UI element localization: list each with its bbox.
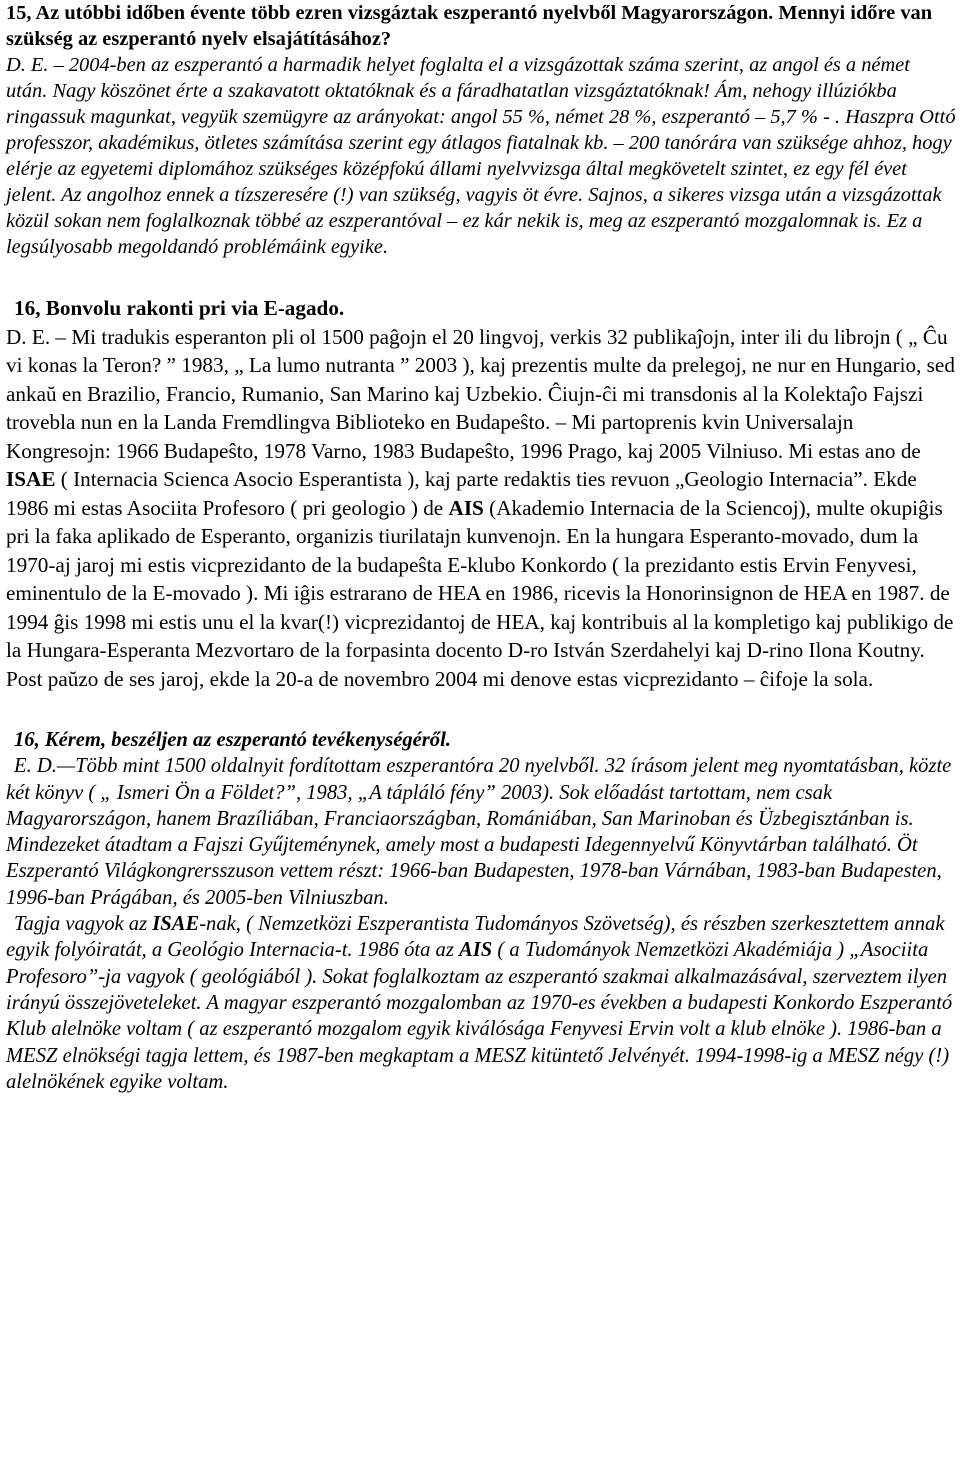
answer-16-hungarian-p2 xyxy=(6,911,956,1095)
spacer xyxy=(6,260,956,294)
ais-abbreviation: AIS xyxy=(448,495,484,520)
ais-abbreviation-hu: AIS xyxy=(459,939,493,962)
answer-15 xyxy=(6,52,956,260)
heading-16-esperanto xyxy=(6,294,956,323)
answer-16-hungarian-p1 xyxy=(6,753,956,911)
answer-16-hungarian-p2-part1: Tagja vagyok az xyxy=(14,913,153,936)
question-15-text: 15, Az utóbbi időben évente több ezren vizsgáztak eszperantó nyelvből Magyarországon. Mennyi időre van szükség az eszperantó nyelv elsajátításához? xyxy=(6,2,933,50)
answer-16-esperanto-part3: (Akademio Internacia de la Sciencoj), multe okupiĝis pri la faka aplikado de Esperanto, organizis tiurilatajn kunvenojn. En la hungara Esperanto-movado, dum la 1970-aj jaroj mi estis vicprezidanto de la budapeŝta E-klubo Konkordo ( la prezidanto estis Ervin Fenyvesi, eminentulo de la E-movado ). Mi iĝis estrarano de HEA en 1986, ricevis la Honorinsignon de HEA en 1987. de 1994 ĝis 1998 mi estis unu el la kvar(!) vicprezidantoj de HEA, kaj kontribuis al la kompletigo kaj publikigo de la Hungara-Esperanta Mezvortaro de la forpasinta docento D-ro István Szerdahelyi kaj D-rino Ilona Koutny. Post paŭzo de ses jaroj, ekde la 20-a de novembro 2004 mi denove estas vicprezidanto – ĉifoje la sola. xyxy=(6,495,954,691)
answer-16-esperanto-part1: D. E. – Mi tradukis esperanton pli ol 1500 paĝojn el 20 lingvoj, verkis 32 publikaĵojn, inter ili du librojn ( „ Ĉu vi konas la Teron? ” 1983, „ La lumo nutranta ” 2003 ), kaj prezentis multe da prelegoj, ne nur en Hungario, sed ankaŭ en Brazilio, Francio, Rumanio, San Marino kaj Uzbekio. Ĉiujn-ĉi mi transdonis al la Kolektaĵo Fajszi trovebla nun en la Landa Fremdlingva Biblioteko en Budapeŝto. – Mi partoprenis kvin Universalajn Kongresojn: 1966 Budapeŝto, 1978 Varno, 1983 Budapeŝto, 1996 Prago, kaj 2005 Vilniuso. Mi estas ano de xyxy=(6,324,955,463)
answer-16-hungarian-p1-text: E. D.—Több mint 1500 oldalnyit fordítottam eszperantóra 20 nyelvből. 32 írásom jelent meg nyomtatásban, közte két könyv ( „ Ismeri Ön a Földet?”, 1983, „A tápláló fény” 2003). Sok előadást tartottam, nem csak Magyarországon, hanem Brazíliában, Franciaországban, Romániában, San Marinoban és Üzbegisztánban is. Mindezeket átadtam a Fajszi Gyűjteménynek, amely most a budapesti Idegennyelvű Könyvtárban található. Öt Eszperantó Világkongrersszuson vettem részt: 1966-ban Budapesten, 1978-ban Várnában, 1983-ban Budapesten, 1996-ban Prágában, és 2005-ben Vilniuszban. xyxy=(6,755,952,909)
heading-16-hungarian xyxy=(6,727,956,753)
answer-15-text: D. E. – 2004-ben az eszperantó a harmadik helyet foglalta el a vizsgázottak száma szerint, az angol és a német után. Nagy köszönet érte a szakavatott oktatóknak és a fáradhatatlan vizsgáztatóknak! Ám, nehogy illúziókba ringassuk magunkat, vegyük szemügyre az arányokat: angol 55 %, német 28 %, eszperantó – 5,7 % - . Haszpra Ottó professzor, akadémikus, ötletes számítása szerint egy átlagos fiatalnak kb. – 200 tanórára van szüksége ahhoz, hogy elérje az egyetemi diplomához szükséges középfokú állami nyelvvizsga által megkövetelt szintet, ez egy fél évet jelent. Az angolhoz ennek a tízszeresére (!) van szükség, vagyis öt évre. Sajnos, a sikeres vizsga után a vizsgázottak közül sokan nem foglalkoznak többé az eszperantóval – ez kár nekik is, meg az eszperantó mozgalomnak is. Ez a legsúlyosabb megoldandó problémáink egyike. xyxy=(6,54,956,258)
answer-16-esperanto-part2: ( Internacia Scienca Asocio Esperantista ), kaj parte redaktis ties revuon „Geologio Internacia”. Ekde 1986 mi estas Asociita Profesoro ( pri geologio ) de xyxy=(6,467,917,520)
document-page xyxy=(6,0,956,1095)
answer-16-esperanto xyxy=(6,323,956,694)
isae-abbreviation-hu: ISAE xyxy=(152,913,200,936)
answer-16-hungarian-p2-part3: ( a Tudományok Nemzetközi Akadémiája ) „Asociita Profesoro”-ja vagyok ( geológiából ). Sokat foglalkoztam az eszperantó szakmai alkalmazásával, szerveztem ilyen irányú összejöveteleket. A magyar eszperantó mozgalomban az 1970-es években a budapesti Konkordo Eszperantó Klub alelnöke voltam ( az eszperantó mozgalom egyik kiválósága Fenyvesi Ervin volt a klub elnöke ). 1986-ban a MESZ elnökségi tagja lettem, és 1987-ben megkaptam a MESZ kitüntető Jelvényét. 1994-1998-ig a MESZ négy (!) alelnökének egyike voltam. xyxy=(6,939,953,1093)
heading-16-esperanto-text: 16, Bonvolu rakonti pri via E-agado. xyxy=(14,296,345,320)
answer-16-hungarian-p2-part2: -nak, ( Nemzetközi Eszperantista Tudományos Szövetség), és részben szerkesztettem annak egyik folyóiratát, a Geológio Internacia-t. 1986 óta az xyxy=(6,913,945,962)
heading-16-hungarian-text: 16, Kérem, beszéljen az eszperantó tevékenységéről. xyxy=(14,729,451,751)
spacer xyxy=(6,693,956,727)
question-15 xyxy=(6,0,956,52)
isae-abbreviation: ISAE xyxy=(6,467,56,491)
